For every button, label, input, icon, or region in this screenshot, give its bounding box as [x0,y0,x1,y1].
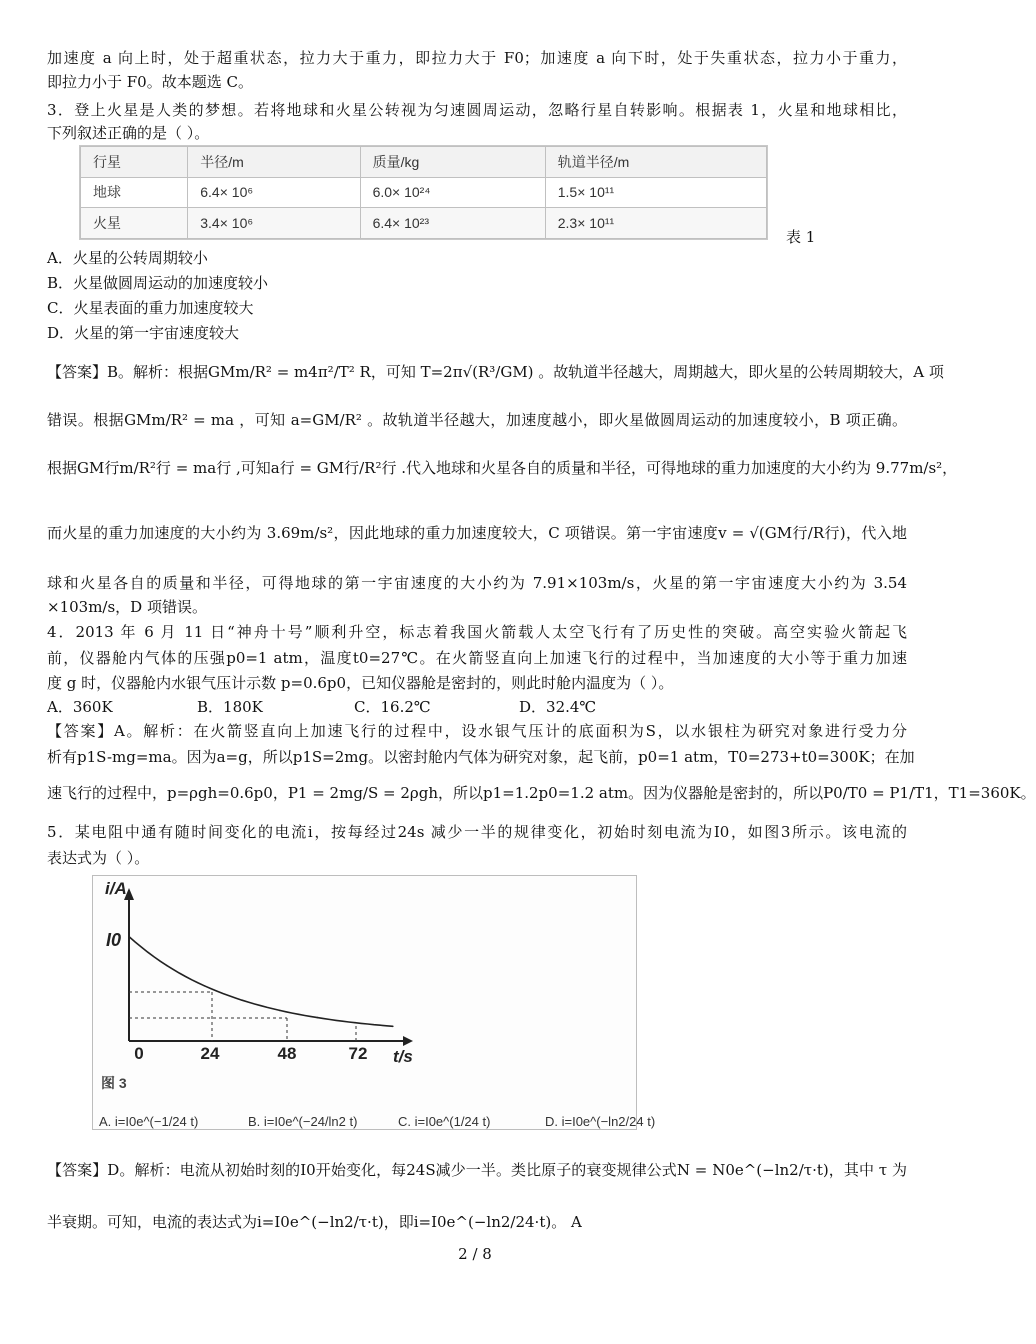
option-b: B．180K [197,698,263,716]
table-cell: 6.4× 10⁶ [188,177,360,208]
text-line: 根据GM行m/R²行 = ma行 ,可知a行 = GM行/R²行 .代入地球和火星各自的质量和半径，可得地球的重力加速度的大小约为 9.77m/s²， [47,459,958,477]
decay-point [128,936,130,938]
text-line: 析有p1S-mg=ma。因为a=g，所以p1S=2mg。以密封舱内气体为研究对象，起飞前，p0=1 atm，T0=273+t0=300K；在加 [47,748,915,766]
table-cell: 6.0× 10²⁴ [360,177,545,208]
answer-text: 【答案】B。解析：根据GMm/R² = m4π²/T² R，可知 T=2π√(R³/GM) 。故轨道半径越大，周期越大，即火星的公转周期较大，A 项 [47,363,944,381]
figure-label: 图 3 [101,1075,127,1091]
answer-text: 【答案】D。解析：电流从初始时刻的I0开始变化，每24S减少一半。类比原子的衰变规律公式N = N0e^(−ln2/τ·t)，其中 τ 为 [47,1161,907,1179]
table-header: 质量/kg [360,147,545,178]
table-header: 轨道半径/m [545,147,766,178]
text-line: 即拉力小于 F0。故本题选 C。 [47,73,253,91]
option-b: B．火星做圆周运动的加速度较小 [47,274,269,292]
page-number: 2 / 8 [458,1245,492,1263]
text-line: 错误。根据GMm/R² = ma ，可知 a=GM/R² 。故轨道半径越大，加速度越小，即火星做圆周运动的加速度较小，B 项正确。 [47,411,907,429]
x-tick-label: 24 [200,1044,220,1063]
answer-text: 【答案】A。解析：在火箭竖直向上加速飞行的过程中，设水银气压计的底面积为S，以水银柱为研究对象进行受力分 [47,722,907,740]
i0-label: I0 [105,930,121,950]
figure-option-b: B. i=I0e^(−24/ln2 t) [248,1114,358,1129]
option-d: D．火星的第一宇宙速度较大 [47,324,240,342]
decay-point [204,985,206,987]
table-caption: 表 1 [786,228,816,246]
text-line: ×103m/s，D 项错误。 [47,598,207,616]
decay-chart [93,876,656,1129]
text-line: 前，仪器舱内气体的压强p0=1 atm，温度t0=27℃。在火箭竖直向上加速飞行的过程中，当加速度的大小等于重力加速 [47,649,907,667]
text-line: 速飞行的过程中，p=ρgh=0.6p0，P1 = 2mg/S = 2ρgh，所以p1=1.2p0=1.2 atm。因为仪器舱是密封的，所以P0/T0 = P1/T1，T1=360K。 [47,784,1036,802]
question-4-stem: 4．2013 年 6 月 11 日“神舟十号”顺利升空，标志着我国火箭载人太空飞行有了历史性的突破。高空实验火箭起飞 [47,623,907,641]
table-header: 半径/m [188,147,360,178]
planet-table [79,145,768,240]
decay-point [354,1022,356,1024]
text-line: 表达式为（ ）。 [47,849,150,867]
table-cell: 2.3× 10¹¹ [545,208,766,239]
decay-series [128,936,393,1027]
table-cell: 火星 [81,208,188,239]
question-5-stem: 5．某电阻中通有随时间变化的电流i，按每经过24s 减少一半的规律变化，初始时刻电流为I0，如图3所示。该电流的 [47,823,907,841]
x-axis-arrow [403,1036,413,1046]
x-tick-label: 0 [134,1044,144,1063]
decay-point [392,1026,394,1028]
table-cell: 1.5× 10¹¹ [545,177,766,208]
option-c: C．火星表面的重力加速度较大 [47,299,254,317]
figure-option-a: A. i=I0e^(−1/24 t) [99,1114,199,1129]
x-tick-label: 48 [277,1044,297,1063]
option-d: D．32.4℃ [519,698,597,716]
table-header: 行星 [81,147,188,178]
question-3-stem: 3．登上火星是人类的梦想。若将地球和火星公转视为匀速圆周运动，忽略行星自转影响。根据表 1，火星和地球相比， [47,101,907,119]
decay-curve [129,937,393,1027]
option-c: C．16.2℃ [354,698,431,716]
decay-point [241,999,243,1001]
text-line: 度 g 时，仪器舱内水银气压计示数 p=0.6p0，已知仪器舱是密封的，则此时舱内温度为（ ）。 [47,674,674,692]
text-line: 下列叙述正确的是（ ）。 [47,124,210,142]
current-decay-figure [92,875,656,1130]
option-a: A．火星的公转周期较小 [47,249,208,267]
text-line: 半衰期。可知，电流的表达式为i=I0e^(−ln2/τ·t)，即i=I0e^(−ln2/24·t)。 A [47,1213,582,1231]
figure-option-c: C. i=I0e^(1/24 t) [398,1114,491,1129]
decay-point [279,1010,281,1012]
x-axis-label: t/s [393,1047,413,1066]
decay-point [166,965,168,967]
text-line: 球和火星各自的质量和半径，可得地球的第一宇宙速度的大小约为 7.91×103m/s，火星的第一宇宙速度大小约为 3.54 [47,574,907,592]
table-cell: 6.4× 10²³ [360,208,545,239]
figure-option-d: D. i=I0e^(−ln2/24 t) [545,1114,656,1129]
option-a: A．360K [47,698,113,716]
text-line: 加速度 a 向上时，处于超重状态，拉力大于重力，即拉力大于 F0；加速度 a 向下时，处于失重状态，拉力小于重力， [47,49,907,67]
table-cell: 地球 [81,177,188,208]
y-axis-label: i/A [105,879,127,898]
table-cell: 3.4× 10⁶ [188,208,360,239]
x-tick-label: 72 [348,1044,368,1063]
decay-point [317,1017,319,1019]
text-line: 而火星的重力加速度的大小约为 3.69m/s²，因此地球的重力加速度较大，C 项错误。第一宇宙速度v = √(GM行/R行)，代入地 [47,524,907,542]
